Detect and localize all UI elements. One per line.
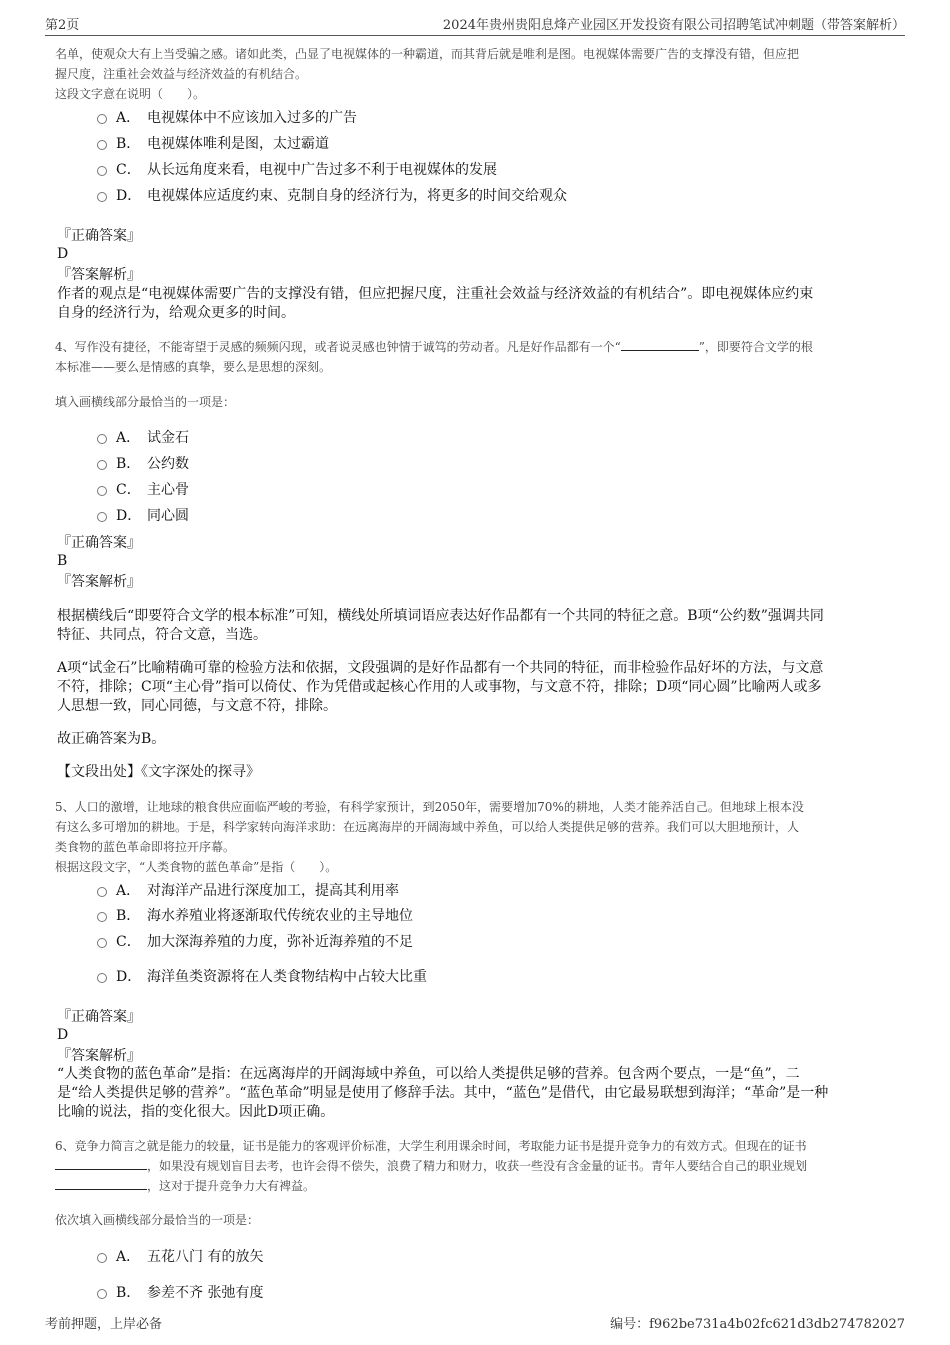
q4-option-d[interactable] bbox=[97, 505, 189, 525]
q4-stem-part2: ”，即要符合文学的根 bbox=[698, 340, 813, 354]
q5-analysis-line2: 是“给人类提供足够的营养”。“蓝色革命”明显是使用了修辞手法。其中，“蓝色”是借代，由它最易联想到海洋；“革命”是一种 bbox=[57, 1085, 829, 1101]
q3-option-a[interactable] bbox=[97, 107, 357, 127]
q5-option-d[interactable] bbox=[97, 966, 427, 986]
option-key: D． bbox=[116, 508, 142, 524]
q4-analysis-p2-line3: 人思想一致，同心同德，与文意不符，排除。 bbox=[57, 698, 337, 714]
q3-option-d[interactable] bbox=[97, 185, 567, 205]
q6-question: 依次填入画横线部分最恰当的一项是： bbox=[55, 1213, 260, 1227]
option-text: 五花八门 有的放矢 bbox=[147, 1249, 264, 1265]
q3-analysis-label: 『答案解析』 bbox=[57, 267, 141, 283]
q5-analysis-label: 『答案解析』 bbox=[57, 1048, 141, 1064]
document-title: 2024年贵州贵阳息烽产业园区开发投资有限公司招聘笔试冲刺题（带答案解析） bbox=[442, 18, 905, 33]
radio-icon[interactable] bbox=[97, 192, 107, 202]
q3-option-b[interactable] bbox=[97, 133, 329, 153]
q5-question: 根据这段文字，“人类食物的蓝色革命”是指（ ）。 bbox=[55, 860, 338, 874]
option-key: B． bbox=[116, 456, 141, 472]
q6-fill-blank-1 bbox=[55, 1156, 147, 1170]
q4-answer: B bbox=[57, 553, 68, 569]
q4-answer-label: 『正确答案』 bbox=[57, 535, 141, 551]
option-text: 从长远角度来看，电视中广告过多不利于电视媒体的发展 bbox=[147, 162, 497, 178]
q4-analysis-p1-line2: 特征、共同点，符合文意，当选。 bbox=[57, 627, 267, 643]
radio-icon[interactable] bbox=[97, 912, 107, 922]
option-key: D． bbox=[116, 188, 142, 204]
option-text: 海洋鱼类资源将在人类食物结构中占较大比重 bbox=[147, 969, 427, 985]
q6-option-a[interactable] bbox=[97, 1246, 263, 1266]
radio-icon[interactable] bbox=[97, 460, 107, 470]
q5-answer: D bbox=[57, 1027, 69, 1043]
radio-icon[interactable] bbox=[97, 114, 107, 124]
footer-code bbox=[610, 1313, 905, 1332]
option-key: A． bbox=[116, 430, 141, 446]
q6-stem-line3-text: ，这对于提升竞争力大有裨益。 bbox=[147, 1179, 316, 1193]
footer-code-value: f962be731a4b02fc621d3db274782027 bbox=[649, 1317, 905, 1332]
q4-source: 【文段出处】《文字深处的探寻》 bbox=[57, 764, 260, 780]
radio-icon[interactable] bbox=[97, 938, 107, 948]
q5-option-b[interactable] bbox=[97, 905, 413, 925]
option-key: A． bbox=[116, 1249, 141, 1265]
q4-option-c[interactable] bbox=[97, 479, 189, 499]
q4-analysis-p1-line1: 根据横线后“即要符合文学的根本标准”可知，横线处所填词语应表达好作品都有一个共同的特征之意。B项“公约数”强调共同 bbox=[57, 608, 824, 624]
radio-icon[interactable] bbox=[97, 140, 107, 150]
option-key: A． bbox=[116, 883, 141, 899]
q5-stem-line3: 类食物的蓝色革命即将拉开序幕。 bbox=[55, 840, 236, 854]
footer-code-label: 编号： bbox=[610, 1317, 650, 1332]
option-key: D． bbox=[116, 969, 142, 985]
q4-analysis-label: 『答案解析』 bbox=[57, 574, 141, 590]
q3-option-c[interactable] bbox=[97, 159, 497, 179]
header-divider bbox=[45, 35, 905, 36]
q5-analysis-line1: “人类食物的蓝色革命”是指：在远离海岸的开阔海域中养鱼，可以给人类提供足够的营养。包含两个要点，一是“鱼”，二 bbox=[57, 1066, 800, 1082]
option-key: B． bbox=[116, 1285, 141, 1301]
radio-icon[interactable] bbox=[97, 973, 107, 983]
q6-stem-line2-text: ，如果没有规划盲目去考，也许会得不偿失，浪费了精力和财力，收获一些没有含金量的证书。青年人要结合自己的职业规划 bbox=[147, 1159, 808, 1173]
q4-analysis-p2-line2: 不符，排除；C项“主心骨”指可以倚仗、作为凭借或起核心作用的人或事物，与文意不符，排除；D项“同心圆”比喻两人或多 bbox=[57, 679, 822, 695]
option-text: 试金石 bbox=[147, 430, 189, 446]
radio-icon[interactable] bbox=[97, 166, 107, 176]
q6-fill-blank-2 bbox=[55, 1176, 147, 1190]
q6-stem-line1: 6、竞争力简言之就是能力的较量，证书是能力的客观评价标准，大学生利用课余时间，考取能力证书是提升竞争力的有效方式。但现在的证书 bbox=[55, 1139, 807, 1153]
option-key: C． bbox=[116, 162, 141, 178]
radio-icon[interactable] bbox=[97, 887, 107, 897]
q4-analysis-conclusion: 故正确答案为B。 bbox=[57, 731, 166, 747]
q6-stem-line3 bbox=[55, 1176, 315, 1196]
option-text: 加大深海养殖的力度，弥补近海养殖的不足 bbox=[147, 934, 413, 950]
option-text: 电视媒体唯利是图，太过霸道 bbox=[147, 136, 329, 152]
q5-analysis-line3: 比喻的说法，指的变化很大。因此D项正确。 bbox=[57, 1104, 335, 1120]
q5-option-a[interactable] bbox=[97, 880, 399, 900]
option-text: 主心骨 bbox=[147, 482, 189, 498]
q4-stem-line2: 本标准——要么是情感的真挚，要么是思想的深刻。 bbox=[55, 360, 332, 374]
option-text: 公约数 bbox=[147, 456, 189, 472]
option-key: C． bbox=[116, 482, 141, 498]
footer-slogan: 考前押题，上岸必备 bbox=[45, 1317, 163, 1332]
q3-question: 这段文字意在说明（ ）。 bbox=[55, 87, 206, 101]
q3-answer-label: 『正确答案』 bbox=[57, 228, 141, 244]
radio-icon[interactable] bbox=[97, 486, 107, 496]
q4-stem-part1: 4、写作没有捷径，不能寄望于灵感的频频闪现，或者说灵感也钟情于诚笃的劳动者。凡是好作品都有一个“ bbox=[55, 340, 621, 354]
q4-fill-blank bbox=[621, 337, 699, 351]
option-key: B． bbox=[116, 908, 141, 924]
option-text: 同心圆 bbox=[147, 508, 189, 524]
q3-passage-line1: 名单，使观众大有上当受骗之感。诸如此类，凸显了电视媒体的一种霸道，而其背后就是唯利是图。电视媒体需要广告的支撑没有错，但应把 bbox=[55, 47, 800, 61]
option-text: 电视媒体应适度约束、克制自身的经济行为，将更多的时间交给观众 bbox=[147, 188, 567, 204]
q5-answer-label: 『正确答案』 bbox=[57, 1009, 141, 1025]
radio-icon[interactable] bbox=[97, 512, 107, 522]
q5-stem-line2: 有这么多可增加的耕地。于是，科学家转向海洋求助：在远离海岸的开阔海域中养鱼，可以给人类提供足够的营养。我们可以大胆地预计，人 bbox=[55, 820, 800, 834]
option-text: 海水养殖业将逐渐取代传统农业的主导地位 bbox=[147, 908, 413, 924]
option-key: C． bbox=[116, 934, 141, 950]
radio-icon[interactable] bbox=[97, 1253, 107, 1263]
q3-answer: D bbox=[57, 246, 69, 262]
option-key: B． bbox=[116, 136, 141, 152]
option-text: 参差不齐 张弛有度 bbox=[147, 1285, 264, 1301]
option-text: 对海洋产品进行深度加工，提高其利用率 bbox=[147, 883, 399, 899]
option-text: 电视媒体中不应该加入过多的广告 bbox=[147, 110, 357, 126]
option-key: A． bbox=[116, 110, 141, 126]
q3-analysis-line1: 作者的观点是“电视媒体需要广告的支撑没有错，但应把握尺度，注重社会效益与经济效益的有机结合”。即电视媒体应约束 bbox=[57, 286, 814, 302]
radio-icon[interactable] bbox=[97, 1289, 107, 1299]
q3-passage-line2: 握尺度，注重社会效益与经济效益的有机结合。 bbox=[55, 67, 308, 81]
q4-option-b[interactable] bbox=[97, 453, 189, 473]
q5-stem-line1: 5、人口的激增，让地球的粮食供应面临严峻的考验，有科学家预计，到2050年，需要增加70%的耕地，人类才能养活自己。但地球上根本没 bbox=[55, 800, 804, 814]
q4-question: 填入画横线部分最恰当的一项是： bbox=[55, 395, 236, 409]
q4-analysis-p2-line1: A项“试金石”比喻精确可靠的检验方法和依据，文段强调的是好作品都有一个共同的特征，而非检验作品好坏的方法，与文意 bbox=[57, 660, 824, 676]
radio-icon[interactable] bbox=[97, 434, 107, 444]
q5-option-c[interactable] bbox=[97, 931, 413, 951]
q3-analysis-line2: 自身的经济行为，给观众更多的时间。 bbox=[57, 305, 295, 321]
q4-stem-line1 bbox=[55, 337, 813, 357]
q4-option-a[interactable] bbox=[97, 427, 189, 447]
page-number: 第2页 bbox=[45, 18, 80, 33]
q6-option-b[interactable] bbox=[97, 1282, 263, 1302]
q6-stem-line2 bbox=[55, 1156, 807, 1176]
